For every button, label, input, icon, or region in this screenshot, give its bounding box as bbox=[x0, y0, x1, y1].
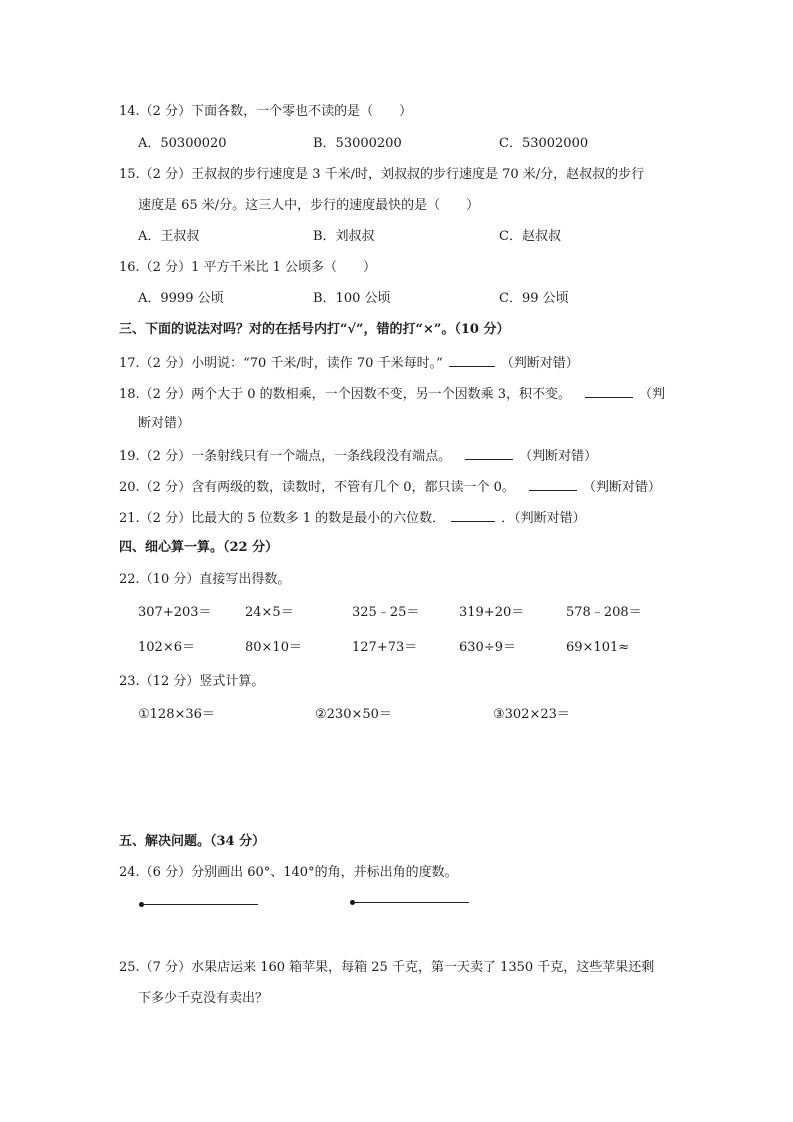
q18-line bbox=[119, 385, 665, 403]
q23-item-1: ①128×36＝ bbox=[138, 707, 215, 722]
section-5-title: 五、解决问题。（34 分） bbox=[119, 834, 266, 849]
q18-stem: 18.（2 分）两个大于 0 的数相乘，一个因数不变，另一个因数乘 3，积不变。 bbox=[119, 387, 572, 402]
q22-stem: 22.（10 分）直接写出得数。 bbox=[119, 572, 291, 587]
q20-stem: 20.（2 分）含有两级的数，读数时，不管有几个 0，都只读一个 0。 bbox=[119, 480, 515, 495]
q22-r2-c3: 127+73＝ bbox=[352, 640, 418, 655]
q19-line bbox=[119, 447, 597, 465]
q18-suffix: （判 bbox=[639, 387, 666, 402]
q22-r2-c5: 69×101≈ bbox=[566, 640, 630, 655]
q19-suffix: （判断对错） bbox=[519, 449, 598, 464]
q23-item-2: ②230×50＝ bbox=[315, 707, 392, 722]
section-3-title: 三、下面的说法对吗？对的在括号内打“√”，错的打“×”。（10 分） bbox=[119, 322, 510, 337]
q22-r2-c4: 630÷9＝ bbox=[459, 640, 516, 655]
q20-suffix: （判断对错） bbox=[582, 480, 661, 495]
q15-stem-line1: 15.（2 分）王叔叔的步行速度是 3 千米/时，刘叔叔的步行速度是 70 米/分，赵叔叔的步行 bbox=[119, 167, 645, 182]
q22-r1-c2: 24×5＝ bbox=[245, 605, 294, 620]
q22-r1-c3: 325﹣25＝ bbox=[352, 605, 420, 620]
q24-stem: 24.（6 分）分别画出 60°、140°的角，并标出角的度数。 bbox=[119, 865, 458, 880]
q14-option-c[interactable]: C．53002000 bbox=[499, 136, 589, 151]
q17-answer-blank[interactable] bbox=[449, 354, 495, 367]
q22-r1-c1: 307+203＝ bbox=[138, 605, 212, 620]
q15-stem-line2: 速度是 65 米/分。这三人中，步行的速度最快的是（ ） bbox=[138, 198, 480, 213]
q21-answer-blank[interactable] bbox=[451, 509, 495, 522]
q22-r1-c4: 319+20＝ bbox=[459, 605, 525, 620]
q15-option-b[interactable]: B．刘叔叔 bbox=[313, 229, 375, 244]
q22-r2-c1: 102×6＝ bbox=[138, 640, 195, 655]
q23-stem: 23.（12 分）竖式计算。 bbox=[119, 674, 265, 689]
ray-2-line bbox=[352, 902, 469, 903]
q18-answer-blank[interactable] bbox=[585, 385, 633, 398]
q15-option-a[interactable]: A．王叔叔 bbox=[138, 229, 200, 244]
q21-stem: 21.（2 分）比最大的 5 位数多 1 的数是最小的六位数． bbox=[119, 511, 446, 526]
q16-option-c[interactable]: C．99 公顷 bbox=[499, 291, 569, 306]
q21-line bbox=[119, 509, 586, 527]
q20-answer-blank[interactable] bbox=[529, 478, 577, 491]
ray-1-line bbox=[141, 904, 258, 905]
q22-r2-c2: 80×10＝ bbox=[245, 640, 302, 655]
q14-option-b[interactable]: B．53000200 bbox=[313, 136, 402, 151]
q14-stem: 14.（2 分）下面各数，一个零也不读的是（ ） bbox=[119, 104, 413, 119]
q23-item-3: ③302×23＝ bbox=[493, 707, 570, 722]
q19-answer-blank[interactable] bbox=[465, 447, 513, 460]
q16-option-b[interactable]: B．100 公顷 bbox=[313, 291, 391, 306]
q22-r1-c5: 578﹣208＝ bbox=[566, 605, 642, 620]
q16-option-a[interactable]: A．9999 公顷 bbox=[138, 291, 224, 306]
q14-option-a[interactable]: A．50300020 bbox=[138, 136, 227, 151]
q25-stem-line1: 25.（7 分）水果店运来 160 箱苹果，每箱 25 千克，第一天卖了 1350 千克，这些苹果还剩 bbox=[119, 960, 655, 975]
q18-line2: 断对错） bbox=[138, 416, 191, 431]
q25-stem-line2: 下多少千克没有卖出？ bbox=[138, 991, 269, 1006]
q21-suffix: ．（判断对错） bbox=[501, 511, 586, 526]
q17-line bbox=[119, 354, 579, 372]
section-4-title: 四、细心算一算。（22 分） bbox=[119, 540, 279, 555]
q19-stem: 19.（2 分）一条射线只有一个端点，一条线段没有端点。 bbox=[119, 449, 452, 464]
q17-stem: 17.（2 分）小明说：“70 千米/时，读作 70 千米每时。” bbox=[119, 356, 443, 371]
q17-suffix: （判断对错） bbox=[500, 356, 579, 371]
q20-line bbox=[119, 478, 661, 496]
q15-option-c[interactable]: C．赵叔叔 bbox=[499, 229, 561, 244]
q16-stem: 16.（2 分）1 平方千米比 1 公顷多（ ） bbox=[119, 260, 377, 275]
